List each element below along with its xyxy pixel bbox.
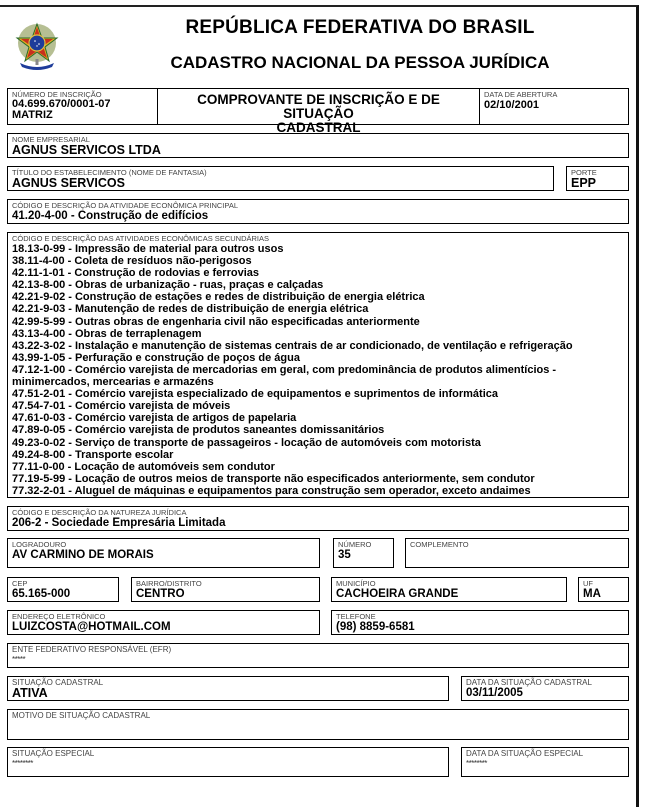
bairro-box bbox=[131, 577, 320, 602]
numero-value: 35 bbox=[338, 549, 351, 561]
titulo-estabelecimento-value: AGNUS SERVICOS bbox=[12, 176, 125, 190]
telefone-box bbox=[331, 610, 629, 635]
bairro-value: CENTRO bbox=[136, 588, 185, 600]
atividade-principal-box bbox=[7, 199, 629, 224]
municipio-box bbox=[331, 577, 567, 602]
list-item: 43.13-4-00 - Obras de terraplenagem bbox=[12, 327, 202, 340]
list-item: 47.54-7-01 - Comércio varejista de móveis bbox=[12, 400, 231, 413]
list-item: 42.11-1-01 - Construção de rodovias e ferrovias bbox=[12, 267, 259, 280]
logradouro-label: LOGRADOURO bbox=[12, 540, 67, 549]
abertura-box bbox=[479, 88, 629, 125]
uf-label: UF bbox=[583, 579, 593, 588]
numero-box bbox=[333, 538, 394, 568]
titulo-estabelecimento-box bbox=[7, 166, 554, 191]
list-item: 42.21-9-03 - Manutenção de redes de distribuição de energia elétrica bbox=[12, 303, 369, 316]
municipio-value: CACHOEIRA GRANDE bbox=[336, 588, 459, 600]
comprovante-title-line2: CADASTRAL bbox=[276, 120, 361, 135]
telefone-label: TELEFONE bbox=[336, 612, 376, 621]
atividade-principal-label: CÓDIGO E DESCRIÇÃO DA ATIVIDADE ECONÔMICA PRINCIPAL bbox=[12, 201, 239, 210]
telefone-value: (98) 8859-6581 bbox=[336, 621, 415, 633]
brazil-coat-of-arms-icon bbox=[12, 21, 62, 71]
data-situacao-especial-label: DATA DA SITUAÇÃO ESPECIAL bbox=[466, 749, 584, 758]
motivo-situacao-label: MOTIVO DE SITUAÇÃO CADASTRAL bbox=[12, 711, 151, 720]
list-item: 77.11-0-00 - Locação de automóveis sem condutor bbox=[12, 460, 275, 473]
logradouro-value: AV CARMINO DE MORAIS bbox=[12, 549, 154, 561]
list-item: 77.19-5-99 - Locação de outros meios de transporte não especificados anteriormente, sem condutor bbox=[12, 472, 535, 485]
data-situacao-cadastral-box bbox=[461, 676, 629, 701]
porte-label: PORTE bbox=[571, 168, 597, 177]
list-item: 38.11-4-00 - Coleta de resíduos não-perigosos bbox=[12, 255, 252, 268]
list-item: 47.12-1-00 - Comércio varejista de mercadorias em geral, com predominância de produtos alimentícios - minimercados, mercearias e armazéns bbox=[12, 363, 557, 389]
natureza-juridica-value: 206-2 - Sociedade Empresária Limitada bbox=[12, 517, 226, 529]
comprovante-box bbox=[157, 88, 480, 135]
email-value: LUIZCOSTA@HOTMAIL.COM bbox=[12, 621, 171, 633]
data-situacao-cadastral-value: 03/11/2005 bbox=[466, 687, 523, 699]
nome-empresarial-value: AGNUS SERVICOS LTDA bbox=[12, 143, 161, 157]
porte-value: EPP bbox=[571, 176, 597, 190]
list-item: 42.13-8-00 - Obras de urbanização - ruas, praças e calçadas bbox=[12, 279, 324, 292]
situacao-cadastral-value: ATIVA bbox=[12, 686, 48, 700]
list-item: 49.23-0-02 - Serviço de transporte de passageiros - locação de automóveis com motorista bbox=[12, 436, 481, 449]
situacao-especial-box bbox=[7, 747, 449, 777]
cnpj-value: 04.699.670/0001-07 bbox=[12, 98, 111, 110]
cep-value: 65.165-000 bbox=[12, 588, 71, 600]
atividades-secundarias-box bbox=[7, 232, 629, 498]
uf-value: MA bbox=[583, 588, 601, 600]
data-situacao-cadastral-label: DATA DA SITUAÇÃO CADASTRAL bbox=[466, 678, 592, 687]
natureza-juridica-box bbox=[7, 506, 629, 531]
list-item: 47.89-0-05 - Comércio varejista de produtos saneantes domissanitários bbox=[12, 424, 385, 437]
list-item: 18.13-0-99 - Impressão de material para outros usos bbox=[12, 243, 284, 255]
atividades-secundarias-list bbox=[12, 243, 624, 497]
page-title: REPÚBLICA FEDERATIVA DO BRASIL bbox=[185, 17, 535, 38]
complemento-box bbox=[405, 538, 629, 568]
list-item: 43.99-1-05 - Perfuração e construção de poços de água bbox=[12, 351, 300, 364]
atividade-principal-value: 41.20-4-00 - Construção de edifícios bbox=[12, 210, 209, 222]
list-item: 47.51-2-01 - Comércio varejista especializado de equipamentos e suprimentos de informática bbox=[12, 388, 499, 401]
atividades-secundarias-label: CÓDIGO E DESCRIÇÃO DAS ATIVIDADES ECONÔMICAS SECUNDÁRIAS bbox=[12, 234, 269, 243]
situacao-cadastral-label: SITUAÇÃO CADASTRAL bbox=[12, 678, 104, 687]
data-situacao-especial-box bbox=[461, 747, 629, 777]
uf-box bbox=[578, 577, 629, 602]
inscricao-box bbox=[7, 88, 158, 125]
list-item: 42.99-5-99 - Outras obras de engenharia civil não especificadas anteriormente bbox=[12, 315, 420, 328]
efr-value: ***** bbox=[12, 655, 26, 664]
efr-label: ENTE FEDERATIVO RESPONSÁVEL (EFR) bbox=[12, 645, 172, 654]
abertura-label: DATA DE ABERTURA bbox=[484, 90, 558, 99]
tipo-value: MATRIZ bbox=[12, 109, 53, 121]
bairro-label: BAIRRO/DISTRITO bbox=[136, 579, 202, 588]
list-item: 42.21-9-02 - Construção de estações e redes de distribuição de energia elétrica bbox=[12, 291, 425, 304]
efr-box bbox=[7, 643, 629, 668]
list-item: 49.24-8-00 - Transporte escolar bbox=[12, 448, 174, 461]
email-box bbox=[7, 610, 320, 635]
municipio-label: MUNICÍPIO bbox=[336, 579, 376, 588]
page-subtitle: CADASTRO NACIONAL DA PESSOA JURÍDICA bbox=[170, 53, 550, 72]
natureza-juridica-label: CÓDIGO E DESCRIÇÃO DA NATUREZA JURÍDICA bbox=[12, 508, 187, 517]
email-label: ENDEREÇO ELETRÔNICO bbox=[12, 612, 106, 621]
situacao-especial-label: SITUAÇÃO ESPECIAL bbox=[12, 749, 95, 758]
titulo-estabelecimento-label: TÍTULO DO ESTABELECIMENTO (NOME DE FANTASIA) bbox=[12, 168, 207, 177]
numero-label: NÚMERO bbox=[338, 540, 372, 549]
motivo-situacao-box bbox=[7, 709, 629, 740]
inscricao-label: NÚMERO DE INSCRIÇÃO bbox=[12, 90, 102, 99]
complemento-label: COMPLEMENTO bbox=[410, 540, 469, 549]
situacao-cadastral-box bbox=[7, 676, 449, 701]
nome-empresarial-label: NOME EMPRESARIAL bbox=[12, 135, 90, 144]
list-item: 77.32-2-01 - Aluguel de máquinas e equipamentos para construção sem operador, exceto andaimes bbox=[12, 484, 531, 497]
list-item: 43.22-3-02 - Instalação e manutenção de sistemas centrais de ar condicionado, de ventilação e refrigeração bbox=[12, 339, 573, 352]
comprovante-title-line1: COMPROVANTE DE INSCRIÇÃO E DE SITUAÇÃO bbox=[197, 92, 440, 121]
data-situacao-especial-value: ******** bbox=[466, 759, 487, 768]
abertura-value: 02/10/2001 bbox=[484, 99, 540, 111]
situacao-especial-value: ******** bbox=[12, 759, 33, 768]
porte-box bbox=[566, 166, 629, 191]
cep-box bbox=[7, 577, 119, 602]
cep-label: CEP bbox=[12, 579, 28, 588]
logradouro-box bbox=[7, 538, 320, 568]
nome-empresarial-box bbox=[7, 133, 629, 158]
list-item: 47.61-0-03 - Comércio varejista de artigos de papelaria bbox=[12, 412, 297, 425]
